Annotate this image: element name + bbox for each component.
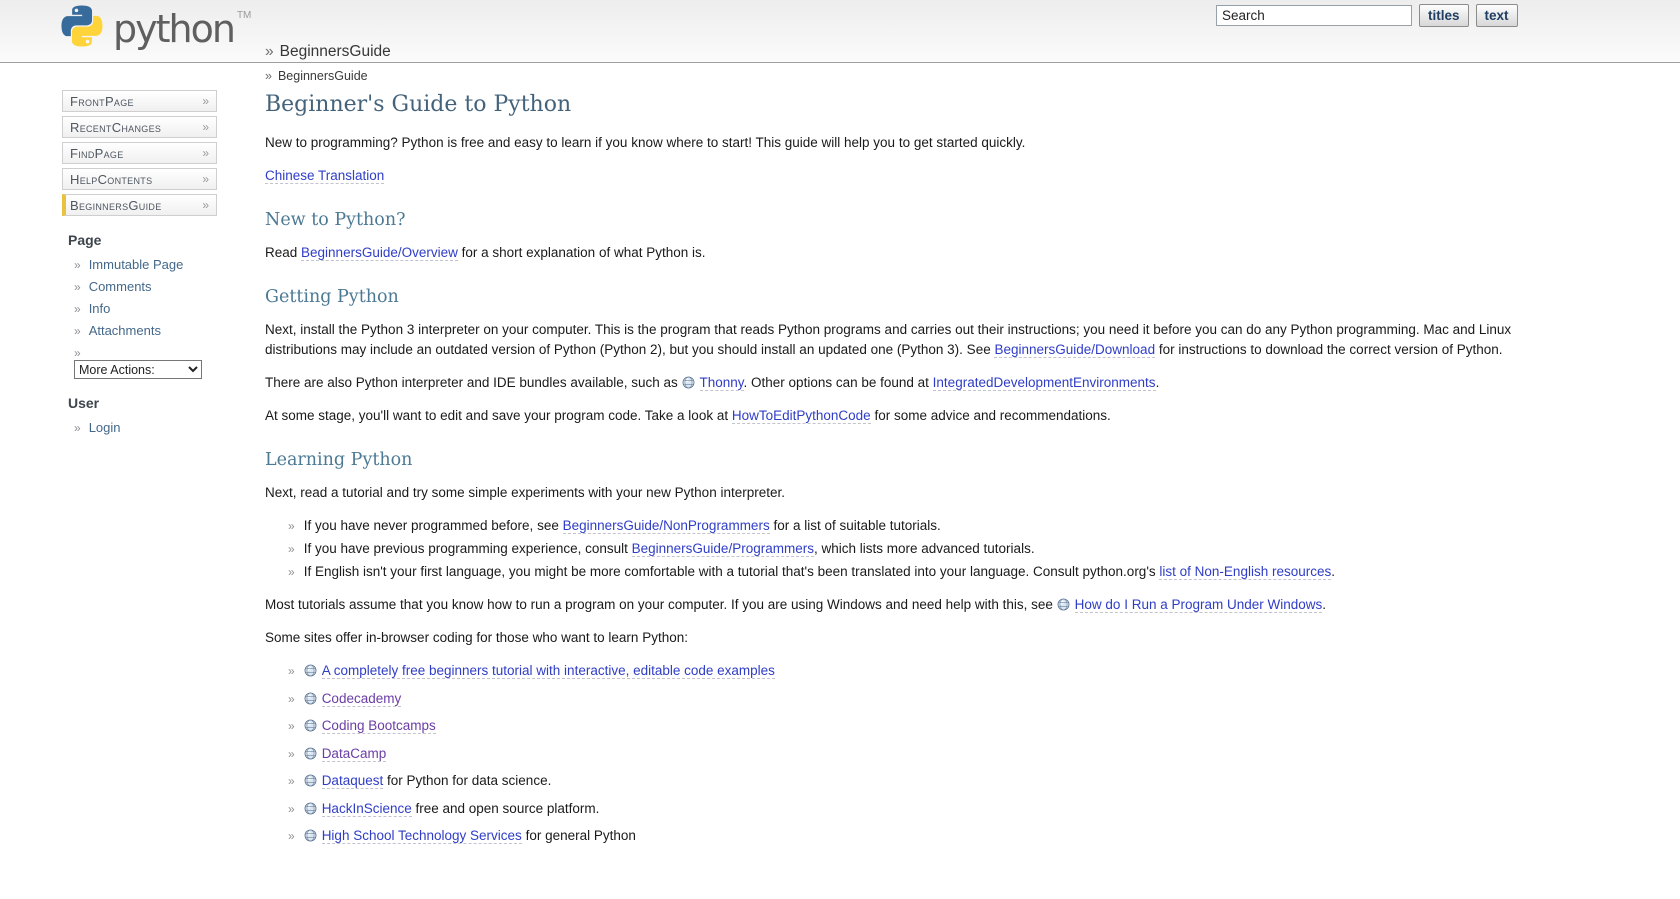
text-run: . [1331,564,1335,579]
chevron-double-icon: » [202,94,209,108]
section-heading: Learning Python [265,450,413,470]
content-link[interactable]: Dataquest [321,773,384,788]
text-run: If you have never programmed before, see [303,518,563,533]
globe-icon [304,828,317,841]
sidebar-item-helpcontents[interactable] [62,168,217,190]
page-action-info[interactable]: Info [88,301,111,316]
breadcrumb-secondary[interactable] [265,69,368,83]
sidebar-item-label: FrontPage [70,93,134,109]
search-text-button[interactable]: text [1476,4,1518,27]
text-run: for Python for data science. [383,773,552,788]
page-content [265,88,1515,859]
user-action-login[interactable]: Login [88,420,121,435]
content-link[interactable]: IntegratedDevelopmentEnvironments [932,375,1156,390]
text-run: free and open source platform. [411,800,600,816]
text-run: , which lists more advanced tutorials. [813,541,1035,556]
text-run: Next, read a tutorial and try some simple experiments with your new Python interpreter. [265,485,785,500]
content-link[interactable]: HackInScience [321,800,412,816]
text-run: for instructions to download the correct version of Python. [1155,342,1503,357]
more-actions-select[interactable] [74,360,202,379]
paragraph [265,628,1515,648]
sidebar-item-recentchanges[interactable] [62,116,217,138]
content-link[interactable]: Thonny [699,375,744,390]
content-link[interactable]: BeginnersGuide/Overview [301,245,458,260]
python-logo-icon [58,2,106,55]
page-action-immutable-page[interactable]: Immutable Page [88,257,184,272]
logo-tm: TM [236,10,252,21]
breadcrumb[interactable] [265,43,391,61]
sidebar-item-findpage[interactable] [62,142,217,164]
content-link[interactable]: Chinese Translation [265,168,385,183]
list-item [288,744,1515,764]
text-run: . [1155,375,1160,390]
list-item [74,279,217,294]
paragraph [265,166,1515,186]
globe-icon [304,746,317,759]
list-item [288,771,1515,791]
paragraph [265,373,1515,393]
text-run: Read [265,245,302,260]
logo-wordmark: python [113,7,234,51]
globe-icon [304,691,317,704]
content-link[interactable]: How do I Run a Program Under Windows [1074,597,1323,612]
sidebar [62,90,217,442]
text-run: If you have previous programming experience, consult [303,541,632,556]
text-run: There are also Python interpreter and IDE bundles available, such as [265,375,682,390]
page-title: Beginner's Guide to Python [265,92,572,117]
content-link[interactable]: HowToEditPythonCode [731,408,871,423]
list-item [288,562,1515,582]
globe-icon [304,801,317,814]
paragraph [265,483,1515,503]
page-action-attachments[interactable]: Attachments [88,323,161,338]
content-link[interactable]: BeginnersGuide/Download [994,342,1156,357]
list-item [288,716,1515,736]
python-logo[interactable] [58,2,251,56]
header [0,0,1680,63]
chevron-right-icon: » [265,69,272,83]
sidebar-nav [62,90,217,216]
section-heading: New to Python? [265,210,406,230]
breadcrumb-label: BeginnersGuide [279,43,391,60]
sidebar-item-label: FindPage [70,145,124,161]
globe-icon [304,718,317,731]
globe-icon [682,375,695,388]
content-link[interactable]: A completely free beginners tutorial with interactive, editable code examples [321,663,775,678]
content-link[interactable]: DataCamp [321,745,387,761]
list-item [74,257,217,272]
text-run: for some advice and recommendations. [870,408,1111,423]
user-section-heading: User [68,395,100,411]
content-link[interactable]: BeginnersGuide/NonProgrammers [562,518,770,533]
content-link[interactable]: Coding Bootcamps [321,718,436,733]
section-heading: Getting Python [265,287,399,307]
list-item [288,661,1515,681]
content-link[interactable]: Codecademy [321,690,402,706]
list-item [288,689,1515,709]
text-run: . [1322,597,1327,612]
chevron-right-icon: » [265,43,274,60]
text-run: for a short explanation of what Python is. [457,245,706,260]
list-item [288,826,1515,846]
list-item [74,301,217,316]
globe-icon [304,663,317,676]
content-link[interactable]: BeginnersGuide/Programmers [631,541,814,556]
list-item [288,799,1515,819]
text-run: Some sites offer in-browser coding for those who want to learn Python: [265,630,688,645]
text-run: At some stage, you'll want to edit and save your program code. Take a look at [265,408,732,423]
content-link[interactable]: list of Non-English resources [1159,564,1332,579]
page-section-heading: Page [68,232,102,248]
search-area [1216,4,1518,27]
sidebar-item-label: HelpContents [70,171,153,187]
breadcrumb-secondary-label: BeginnersGuide [277,69,368,83]
chevron-double-icon: » [202,120,209,134]
text-run: If English isn't your first language, you might be more comfortable with a tutorial that's been translated into your language. Consult python.org's [303,564,1160,579]
more-actions-item [74,345,217,379]
sidebar-item-frontpage[interactable] [62,90,217,112]
list-item [288,516,1515,536]
paragraph [265,243,1515,263]
paragraph [265,595,1515,615]
paragraph [265,133,1515,153]
bullet-list [265,516,1515,582]
chevron-double-icon: » [202,198,209,212]
search-titles-button[interactable]: titles [1419,4,1469,27]
text-run: Next, install the Python 3 interpreter on your computer. This is the program that reads Python programs and carries out their instructions; you need it before you can do any Python programming. Mac and Linux distributions may include an outdated version of Python (Python 2), but you should install an updated one (Python 3). See [265,322,1512,357]
text-run: New to programming? Python is free and easy to learn if you know where to start! This guide will help you to get started quickly. [265,135,1026,150]
paragraph [265,406,1515,426]
list-item [74,420,217,435]
list-item [74,323,217,338]
bullet-list [265,661,1515,846]
globe-icon [1057,597,1070,610]
sidebar-item-label: RecentChanges [70,119,162,135]
text-run: . Other options can be found at [743,375,933,390]
list-item [288,539,1515,559]
chevron-double-icon: » [202,172,209,186]
page-actions-list [62,257,217,338]
paragraph [265,320,1515,360]
text-run: for general Python [521,828,636,843]
text-run: for a list of suitable tutorials. [769,518,941,533]
sidebar-item-label: BeginnersGuide [70,197,162,213]
globe-icon [304,773,317,786]
text-run: Most tutorials assume that you know how to run a program on your computer. If you are using Windows and need help with this, see [265,597,1057,612]
user-actions-list [62,420,217,435]
chevron-double-icon: » [202,146,209,160]
sidebar-item-beginnersguide[interactable] [62,194,217,216]
page-action-comments[interactable]: Comments [88,279,152,294]
search-input[interactable] [1216,5,1412,26]
content-link[interactable]: High School Technology Services [321,828,522,843]
